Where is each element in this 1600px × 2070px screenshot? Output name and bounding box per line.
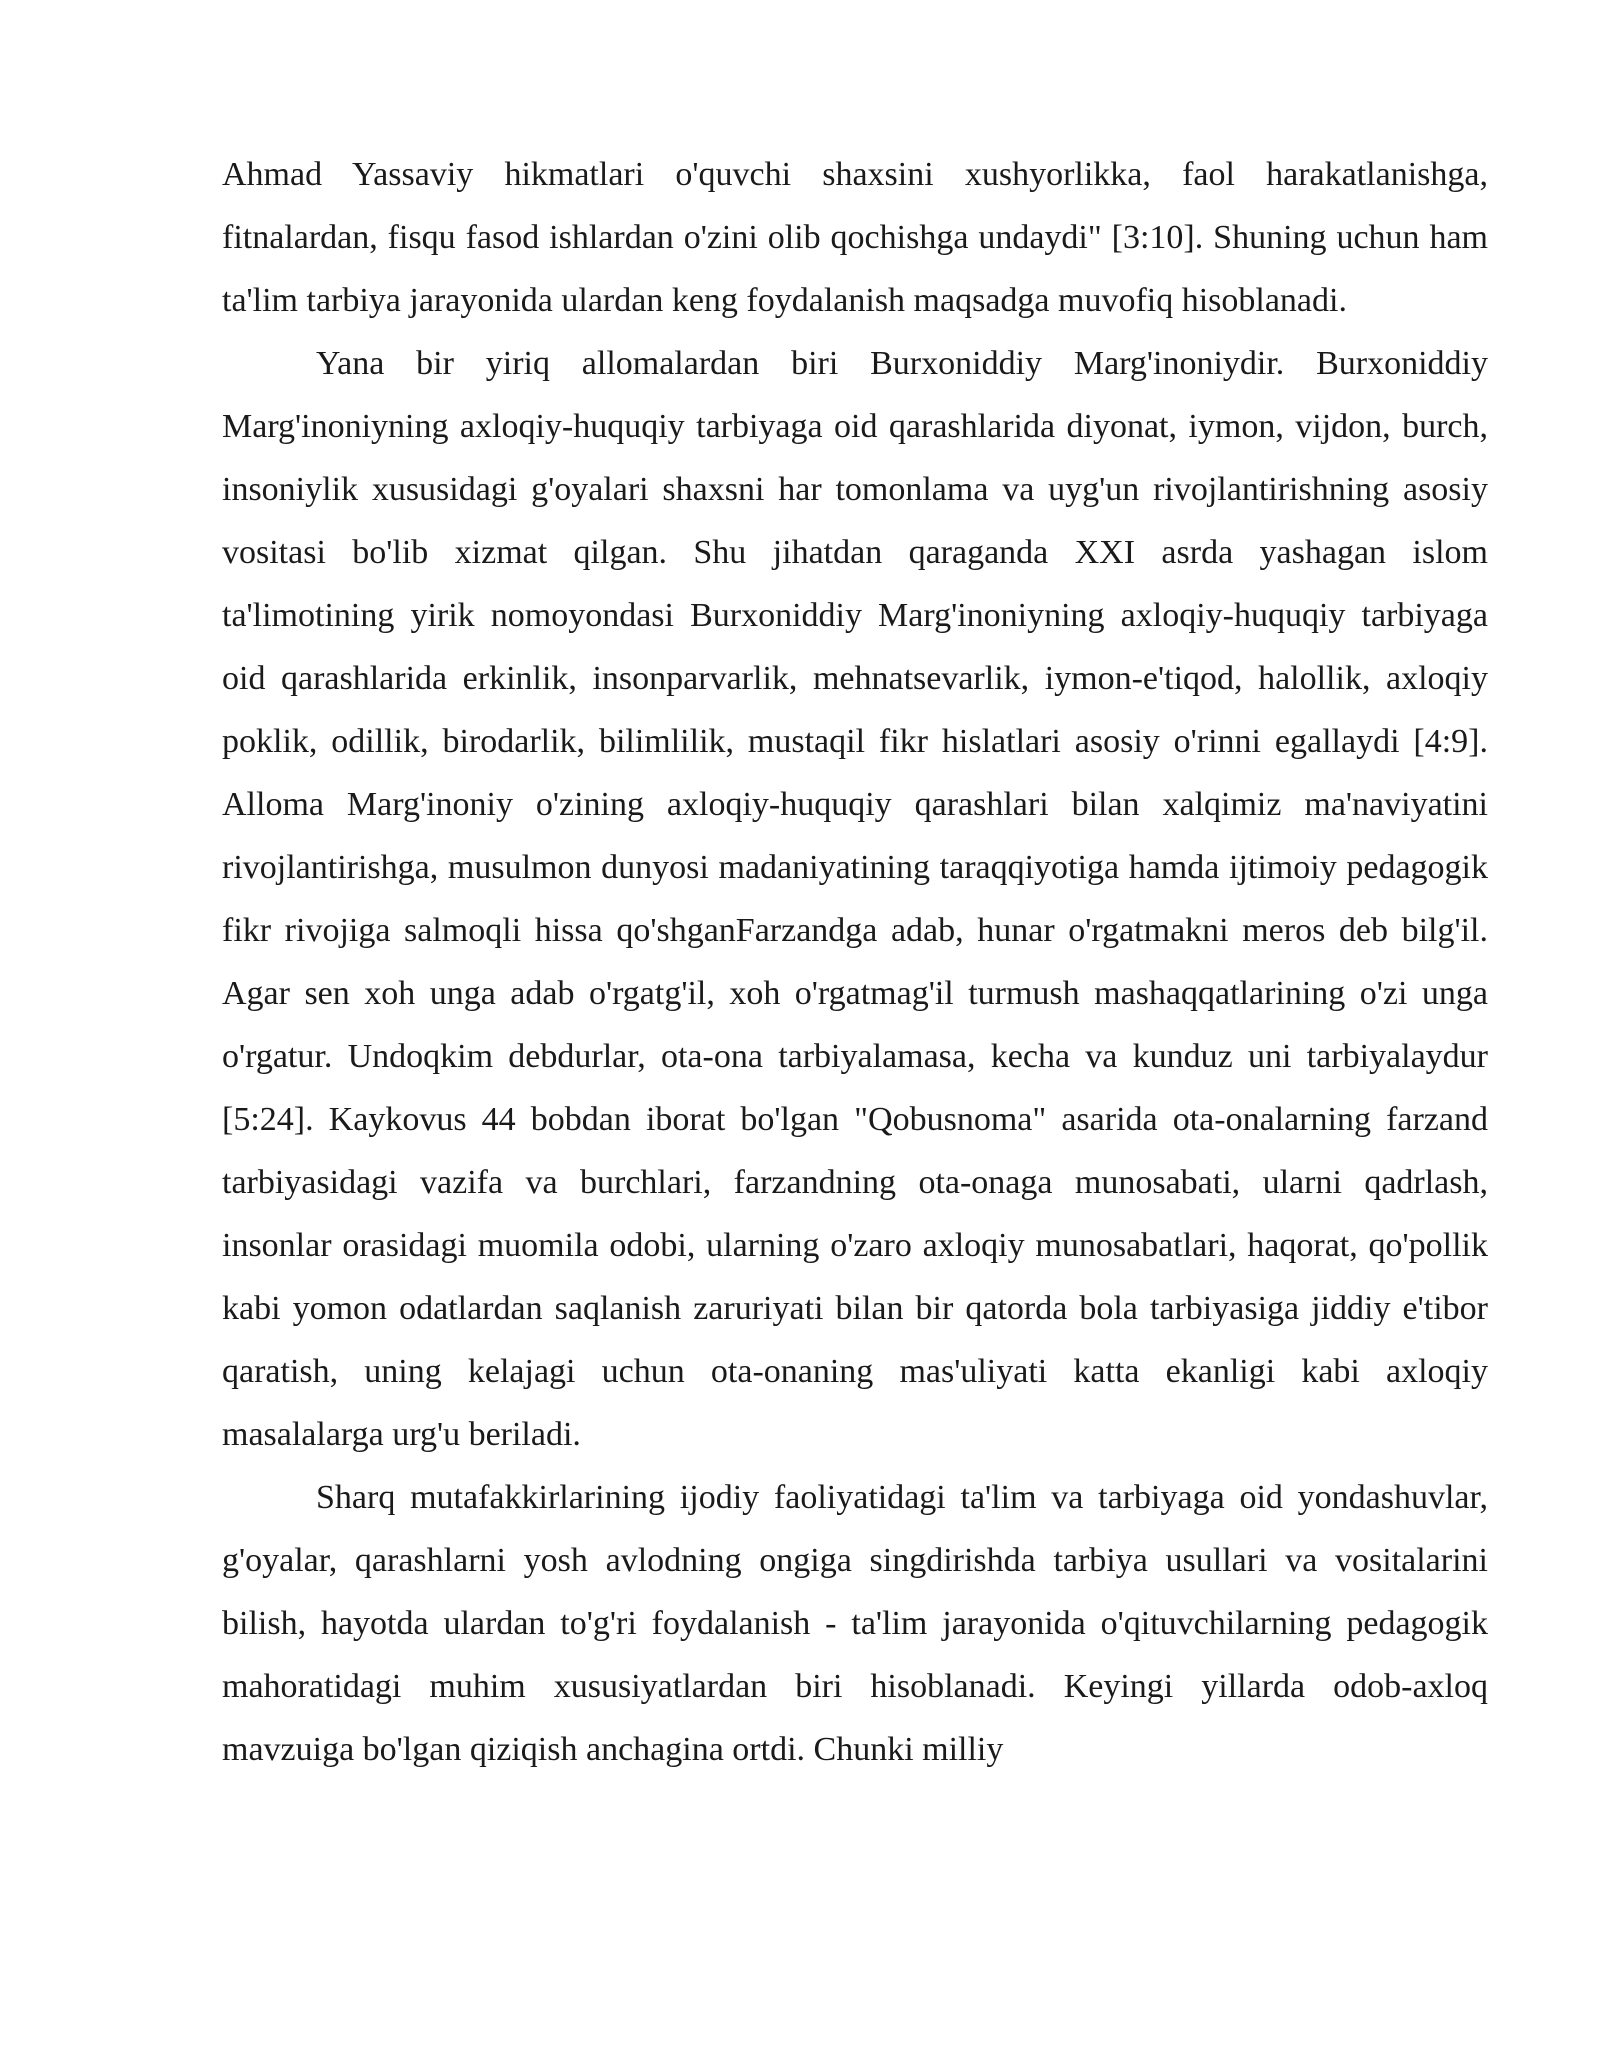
paragraph-2: Yana bir yiriq allomalardan biri Burxoniddiy Marg'inoniydir. Burxoniddiy Marg'inoniyning axloqiy-huquqiy tarbiyaga oid qarashlarida diyonat, iymon, vijdon, burch, insoniylik xususidagi g'oyalari shaxsni har tomonlama va uyg'un rivojlantirishning asosiy vositasi bo'lib xizmat qilgan. Shu jihatdan qaraganda XXI asrda yashagan islom ta'limotining yirik nomoyondasi Burxoniddiy Marg'inoniyning axloqiy-huquqiy tarbiyaga oid qarashlarida erkinlik, insonparvarlik, mehnatsevarlik, iymon-e'tiqod, halollik, axloqiy poklik, odillik, birodarlik, bilimlilik, mustaqil fikr hislatlari asosiy o'rinni egallaydi [4:9]. Alloma Marg'inoniy o'zining axloqiy-huquqiy qarashlari bilan xalqimiz ma'naviyatini rivojlantirishga, musulmon dunyosi madaniyatining taraqqiyotiga hamda ijtimoiy pedagogik fikr rivojiga salmoqli hissa qo'shganFarzandga adab, hunar o'rgatmakni meros deb bilg'il. Agar sen xoh unga adab o'rgatg'il, xoh o'rgatmag'il turmush mashaqqatlarining o'zi unga o'rgatur. Undoqkim debdurlar, ota-ona tarbiyalamasa, kecha va kunduz uni tarbiyalaydur [5:24]. Kaykovus 44 bobdan iborat bo'lgan "Qobusnoma" asarida ota-onalarning farzand tarbiyasidagi vazifa va burchlari, farzandning ota-onaga munosabati, ularni qadrlash, insonlar orasidagi muomila odobi, ularning o'zaro axloqiy munosabatlari, haqorat, qo'pollik kabi yomon odatlardan saqlanish zaruriyati bilan bir qatorda bola tarbiyasiga jiddiy e'tibor qaratish, uning kelajagi uchun ota-onaning mas'uliyati katta ekanligi kabi axloqiy masalalarga urg'u beriladi. — [222, 345, 1488, 1453]
paragraph-3: Sharq mutafakkirlarining ijodiy faoliyatidagi ta'lim va tarbiyaga oid yondashuvlar, g'oyalar, qarashlarni yosh avlodning ongiga singdirishda tarbiya usullari va vositalarini bilish, hayotda ulardan to'g'ri foydalanish - ta'lim jarayonida o'qituvchilarning pedagogik mahoratidagi muhim xususiyatlardan biri hisoblanadi. Keyingi yillarda odob-axloq mavzuiga bo'lgan qiziqish anchagina ortdi. Chunki milliy — [222, 1479, 1488, 1768]
paragraph-1: Ahmad Yassaviy hikmatlari o'quvchi shaxsini xushyorlikka, faol harakatlanishga, fitnalardan, fisqu fasod ishlardan o'zini olib qochishga undaydi" [3:10]. Shuning uchun ham ta'lim tarbiya jarayonida ulardan keng foydalanish maqsadga muvofiq hisoblanadi. — [222, 156, 1488, 319]
document-body — [222, 143, 1488, 1781]
